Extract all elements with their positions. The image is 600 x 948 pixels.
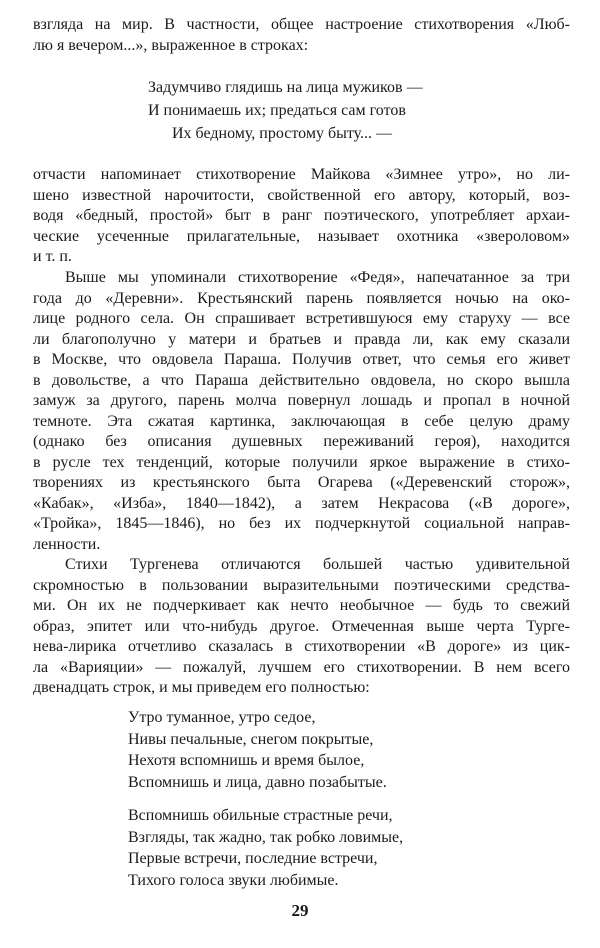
poem-line: Взгляды, так жадно, так робко ловимые, [128,828,404,846]
text-line: творениях из крестьянского быта Огарева («Деревенский сторож», [33,474,570,491]
poem-line: Задумчиво глядишь на лица мужиков — [148,79,423,96]
text-line: скромностью в пользовании выразительными поэтическими средства- [33,576,570,594]
paragraph-3 [33,268,570,555]
paragraph-4 [33,555,570,699]
poem-line: Тихого голоса звуки любимые. [128,871,339,889]
paragraph-1 [33,15,570,56]
poem-line: Нехотя вспомнишь и время былое, [128,752,365,769]
text-line: (однако без описания душевных переживаний героя), находится [33,433,570,450]
text-line: ми. Он их не подчеркивает как нечто необычное — будь то свежий [33,597,570,614]
poem-line: И понимаешь их; предаться сам готов [148,102,406,119]
text-line: водя «бедный, простой» быт в ранг поэтического, употребляет архаи- [33,207,570,224]
poem-line: Вспомнишь и лица, давно позабытые. [128,773,387,791]
poem-stanza [128,805,570,891]
text-line: ла «Варияции» — пожалуй, лучшем его стихотворении. В нем всего [33,658,570,676]
text-line: отчасти напоминает стихотворение Майкова «Зимнее утро», но ли- [33,166,570,183]
text-line: Стихи Тургенева отличаются большей частью удивительной [65,556,570,573]
text-line: двенадцать строк, и мы приведем его полностью: [33,679,370,696]
text-line: в довольстве, а что Параша действительно овдовела, но скоро вышла [33,371,570,389]
poem-line: Вспомнишь обильные страстные речи, [128,807,393,824]
poem-line: Первые встречи, последние встречи, [128,850,378,867]
poem-line: Нивы печальные, снегом покрытые, [128,730,374,748]
text-line: замуж за другого, парень молча повернул лошадь и пропал в ночной [33,392,570,409]
text-line: шено известной нарочитости, свойственной его автору, который, воз- [33,186,570,204]
text-line: года до «Деревни». Крестьянский парень появляется ночью на око- [33,289,570,307]
text-line: лице родного села. Он спрашивает встретившуюся ему старуху — все [33,310,570,327]
page-number: 29 [291,901,309,920]
poem-quote-2 [33,707,570,891]
text-line: нева-лирика отчетливо сказалась в стихотворении «В дороге» из цик- [33,638,570,655]
poem-line: Утро туманное, утро седое, [128,709,316,726]
text-line: лю я вечером...», выраженное в строках: [33,36,309,54]
paragraph-2 [33,165,570,268]
text-line: «Кабак», «Изба», 1840—1842), а затем Некрасова («В дороге», [33,494,570,512]
text-line: в Москве, что овдовела Параша. Получив ответ, что семья его живет [33,351,570,368]
text-line: образ, эпитет или что-нибудь другое. Отмеченная выше черта Турге- [33,617,570,635]
text-line: ческие усеченные прилагательные, называет охотника «звероловом» [33,227,570,245]
text-line: взгляда на мир. В частности, общее настроение стихотворения «Люб- [33,16,570,33]
text-line: в русле тех тенденций, которые получили яркое выражение в стихо- [33,453,570,471]
text-line: Выше мы упоминали стихотворение «Федя», напечатанное за три [65,269,570,286]
text-line: «Тройка», 1845—1846), но без их подчеркнутой социальной направ- [33,515,570,532]
text-line: темноте. Эта сжатая картинка, заключающая в себе целую драму [33,412,570,430]
text-line: ли благополучно у матери и братьев и правда ли, как ему сказали [33,330,570,348]
poem-line: Их бедному, простому быту... — [148,125,393,142]
poem-quote-1 [33,76,570,145]
text-line: и т. п. [33,248,72,265]
poem-stanza [128,707,570,793]
text-line: ленности. [33,535,101,553]
